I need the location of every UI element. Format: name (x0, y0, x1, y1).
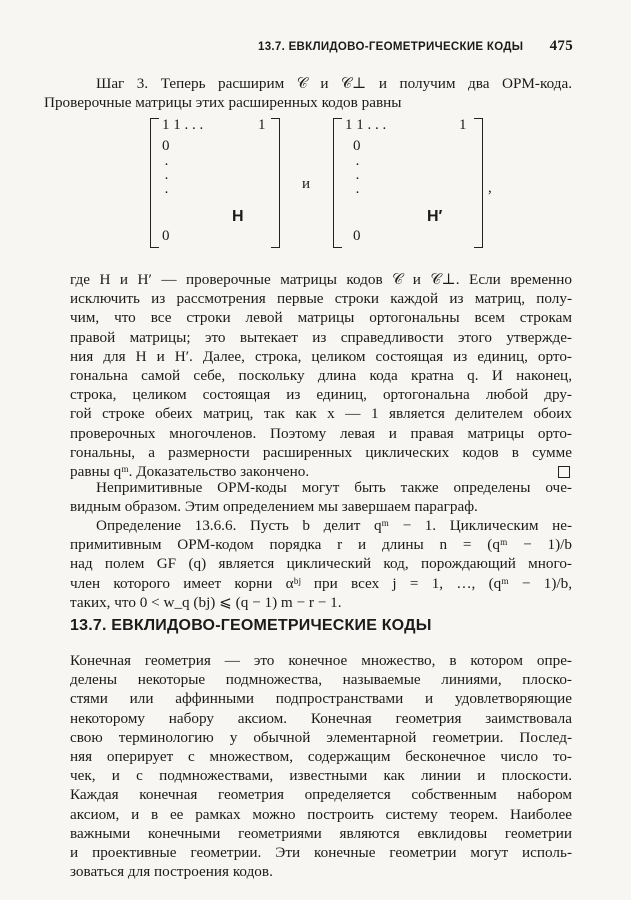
text-line: зоваться для построения кодов. (70, 863, 273, 881)
matrix-vdots: · · · (355, 157, 360, 201)
text-line: важными конечными геометриями являются евклидовы геометрии (70, 824, 572, 842)
text-line: чек, и с подмножествами, известными как линии и плоскости. (70, 767, 572, 785)
text-line: Проверочные матрицы этих расширенных кодов равны (44, 94, 402, 112)
running-head-section: 13.7. ЕВКЛИДОВО-ГЕОМЕТРИЧЕСКИЕ КОДЫ (258, 41, 524, 53)
text-line: аксиом, и в ее рамках можно построить систему теорем. Наиболее (70, 805, 572, 823)
nonprimitive-paragraph (70, 478, 572, 516)
text-line: Конечная геометрия — это конечное множество, в котором опре- (70, 652, 572, 669)
text-line: над полем GF (q) является циклический код, порождающий много- (70, 555, 572, 573)
text-line: гональна самой себе, поскольку длина кода кратна q. И наконец, (70, 366, 572, 384)
matrix-H-prime: H′ (427, 208, 443, 225)
matrix-vdots: · · · (164, 157, 169, 201)
text-line: гой строке обеих матриц, так как x — 1 является делителем обоих (70, 405, 572, 423)
proof-paragraph (70, 270, 572, 481)
page-number: 475 (549, 38, 573, 54)
matrix-first-row-end: 1 (258, 117, 266, 133)
text-line: чим, что все строки левой матрицы ортогональны всем строкам (70, 309, 572, 327)
matrix-first-row: 1 1 . . . (162, 117, 204, 133)
text-line: примитивным ОРМ-кодом порядка r и длины n = (qᵐ − 1)/b (70, 536, 572, 554)
text-line: член которого имеет корни αᵇʲ при всех j = 1, …, (qᵐ − 1)/b, (70, 574, 572, 592)
text-line: Каждая конечная геометрия определяется собственным набором (70, 786, 572, 804)
matrix-zero: 0 (162, 138, 170, 154)
geometry-paragraph (70, 651, 572, 881)
matrix-right (333, 118, 483, 246)
text-line: стями или аффинными подпространствами и удовлетворяющие (70, 690, 572, 708)
matrix-bracket (333, 118, 342, 248)
matrix-first-row: 1 1 . . . (345, 117, 387, 133)
text-line: строка, целиком состоящая из единиц, ортогональна любой дру- (70, 386, 572, 404)
text-line: гональны, а размерности расширенных циклических кодов в сумме (70, 443, 572, 461)
text-line: видным образом. Этим определением мы завершаем параграф. (70, 498, 478, 516)
matrix-zero: 0 (353, 138, 361, 154)
text-line: где H и H′ — проверочные матрицы кодов 𝒞 и 𝒞⊥. Если временно (70, 271, 572, 288)
running-head (258, 38, 573, 55)
matrix-bracket (271, 118, 280, 248)
qed-box-icon (558, 466, 570, 478)
matrix-bracket (150, 118, 159, 248)
step3-paragraph (44, 74, 572, 112)
text-line: правой матрицы; это вытекает из справедливости этого утвержде- (70, 328, 572, 346)
matrix-comma: , (488, 180, 492, 196)
matrix-left (150, 118, 280, 246)
section-heading: 13.7. ЕВКЛИДОВО-ГЕОМЕТРИЧЕСКИЕ КОДЫ (70, 617, 432, 634)
text-line: некоторому набору аксиом. Конечная геометрия заимствовала (70, 709, 572, 727)
text-line: проверочных многочленов. Поэтому левая и правая матрицы орто- (70, 424, 572, 442)
text-line: Определение 13.6.6. Пусть b делит qᵐ − 1. Циклическим не- (96, 517, 572, 534)
matrix-bracket (474, 118, 483, 248)
text-line: свою терминологию у обычной элементарной геометрии. Послед- (70, 728, 572, 746)
matrix-first-row-end: 1 (459, 117, 467, 133)
text-line: таких, что 0 < w_q (bj) ⩽ (q − 1) m − r − 1. (70, 593, 342, 611)
text-line: Непримитивные ОРМ-коды могут быть также определены оче- (96, 479, 572, 496)
matrix-H: H (232, 208, 244, 225)
text-line: исключить из рассмотрения первые строки каждой из матриц, полу- (70, 290, 572, 308)
text-line: равны qᵐ. Доказательство закончено. (70, 462, 572, 481)
text-line: делены некоторые подмножества, называемые линиями, плоско- (70, 671, 572, 689)
definition-paragraph (70, 516, 572, 612)
text-line: Шаг 3. Теперь расширим 𝒞 и 𝒞⊥ и получим два ОРМ-кода. (96, 75, 572, 92)
matrix-conjunction: и (302, 176, 311, 192)
text-line: и проективные геометрии. Эти конечные геометрии могут исполь- (70, 843, 572, 861)
text-line: няя оперирует с множеством, содержащим бесконечное число то- (70, 747, 572, 765)
matrix-zero: 0 (353, 228, 361, 244)
text-line: ния для H и H′. Далее, строка, целиком состоящая из единиц, орто- (70, 347, 572, 365)
matrix-zero: 0 (162, 228, 170, 244)
